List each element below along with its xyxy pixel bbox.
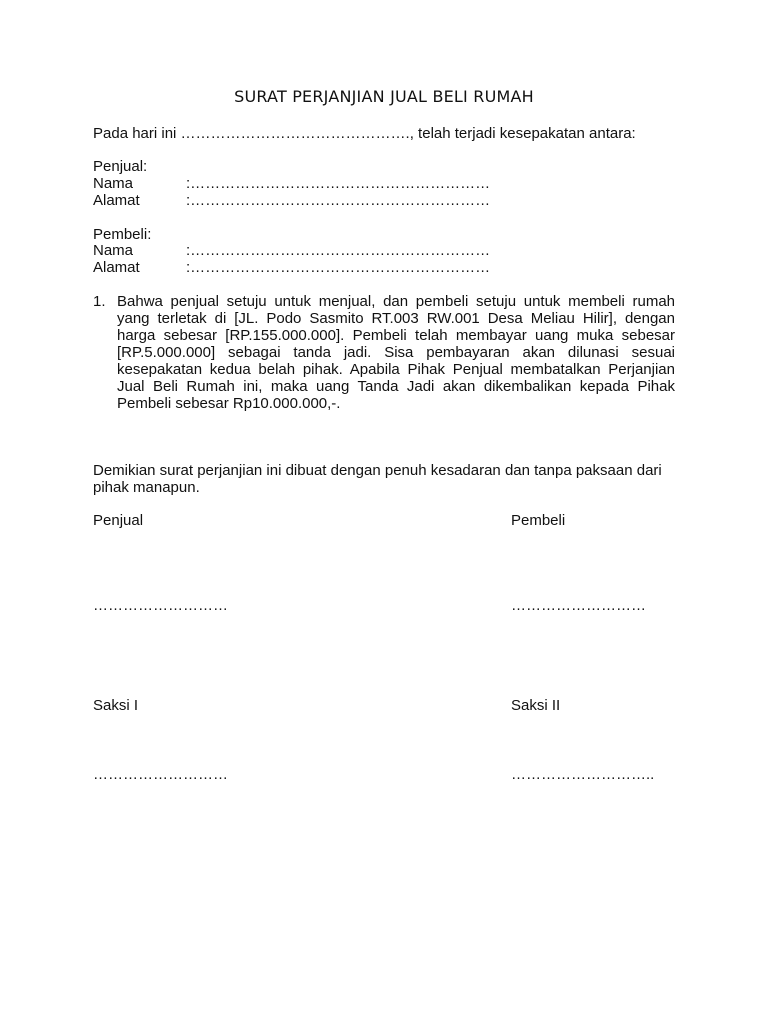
intro-line: Pada hari ini ………………………………………., telah terjadi kesepakatan antara:	[93, 125, 636, 142]
witness1-signature-line: ………………………	[93, 766, 228, 783]
witness1-label: Saksi I	[93, 697, 139, 714]
clause-number: 1.	[93, 293, 106, 310]
seller-name-label: Nama	[93, 175, 134, 192]
seller-name-row	[93, 175, 490, 192]
buyer-address-row	[93, 259, 490, 276]
buyer-name-label: Nama	[93, 242, 134, 259]
clause-text: Bahwa penjual setuju untuk menjual, dan pembeli setuju untuk membeli rumah yang terletak di [JL. Podo Sasmito RT.003 RW.001 Desa Meliau Hilir], dengan harga sebesar [RP.155.000.000]. Pembeli telah membayar uang muka sebesar [RP.5.000.000] sebagai tanda jadi. Sisa pembayaran akan dilunasi sesuai kesepakatan kedua belah pihak. Apabila Pihak Penjual membatalkan Perjanjian Jual Beli Rumah ini, maka uang Tanda Jadi akan dikembalikan kepada Pihak Pembeli sebesar Rp10.000.000,-.	[117, 293, 675, 412]
seller-address-row	[93, 192, 490, 209]
witness2-label: Saksi II	[511, 697, 561, 714]
seller-address-blank: :……………………………………………………	[186, 192, 491, 209]
seller-name-blank: :……………………………………………………	[186, 175, 491, 192]
document-title: SURAT PERJANJIAN JUAL BELI RUMAH	[234, 87, 534, 106]
buyer-signature-label: Pembeli	[511, 512, 566, 529]
closing-statement: Demikian surat perjanjian ini dibuat dengan penuh kesadaran dan tanpa paksaan dari pihak manapun.	[93, 462, 662, 496]
seller-signature-line: ………………………	[93, 597, 228, 614]
buyer-heading: Pembeli:	[93, 226, 152, 243]
buyer-name-row	[93, 242, 490, 259]
buyer-signature-line: ………………………	[511, 597, 646, 614]
seller-signature-label: Penjual	[93, 512, 144, 529]
clause-item	[93, 293, 675, 412]
witness2-signature-line: ………………………..	[511, 766, 655, 783]
buyer-name-blank: :……………………………………………………	[186, 242, 491, 259]
seller-address-label: Alamat	[93, 192, 140, 209]
buyer-address-blank: :……………………………………………………	[186, 259, 491, 276]
seller-heading: Penjual:	[93, 158, 148, 175]
buyer-address-label: Alamat	[93, 259, 140, 276]
